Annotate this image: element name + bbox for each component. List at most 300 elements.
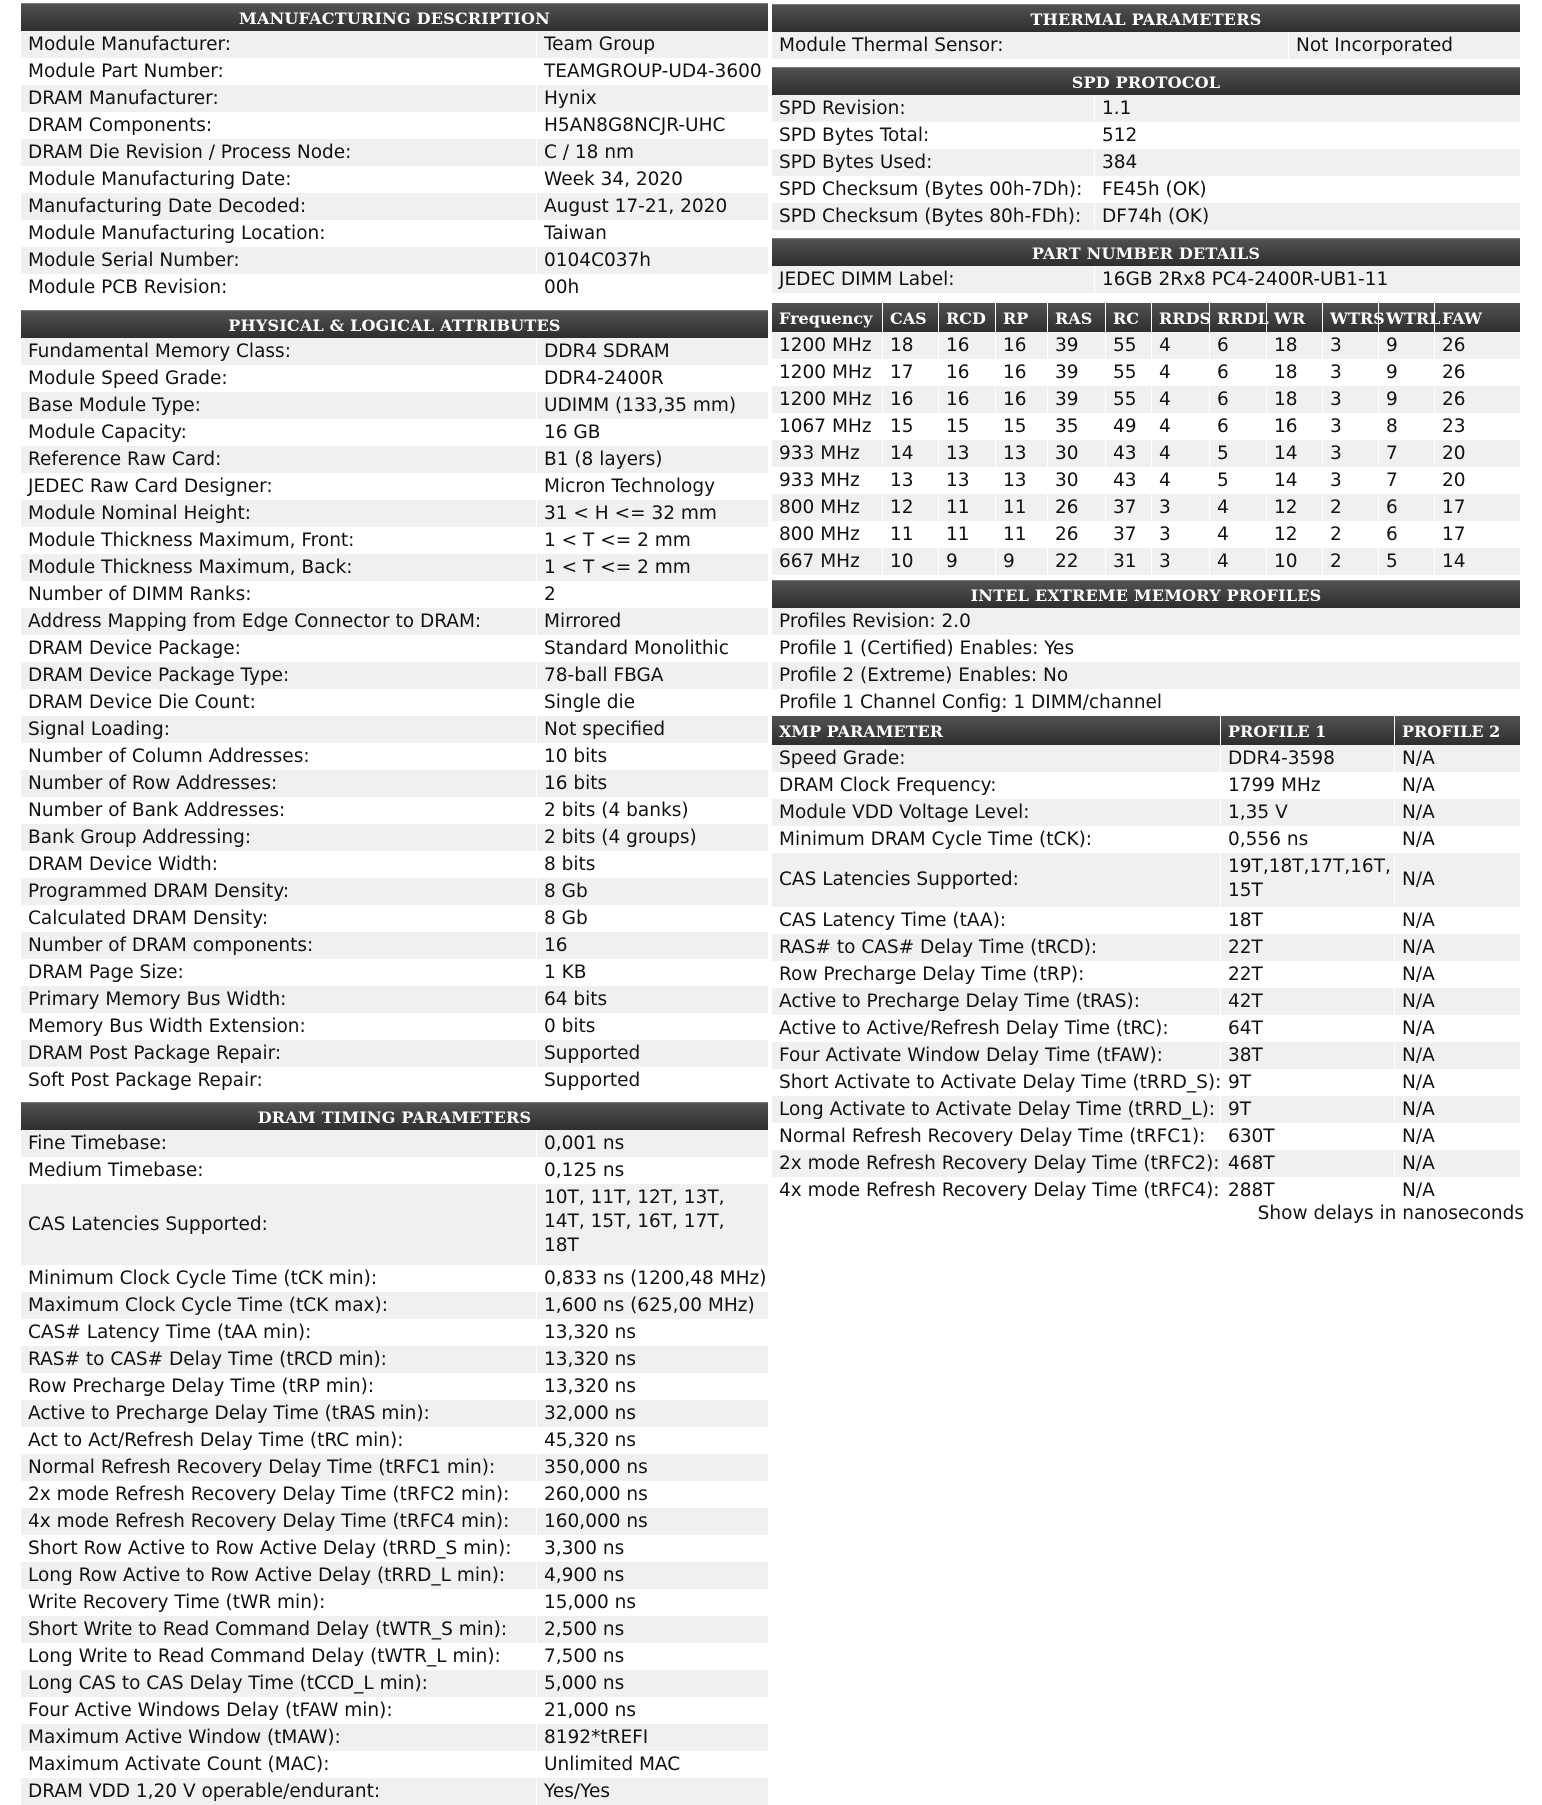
table-row [21, 851, 768, 878]
column-header: RRDS [1151, 303, 1209, 332]
table-cell: 20 [1434, 440, 1490, 467]
row-value: 8192*tREFI [536, 1724, 768, 1751]
table-cell: 17 [1434, 494, 1490, 521]
table-cell: 3 [1322, 386, 1378, 413]
table-row [21, 1427, 768, 1454]
table-row [772, 149, 1520, 176]
table-cell: 4 [1209, 494, 1266, 521]
xmp-info-rows [772, 608, 1520, 716]
column-header: XMP PARAMETER [779, 722, 944, 741]
table-row [21, 689, 768, 716]
row-value: 1 < T <= 2 mm [536, 527, 768, 554]
row-label: SPD Revision: [779, 98, 906, 119]
row-value: B1 (8 layers) [536, 446, 768, 473]
list-item [772, 662, 1520, 689]
table-row [772, 332, 1520, 359]
row-value: Yes/Yes [536, 1778, 768, 1805]
table-cell: 3 [1322, 440, 1378, 467]
row-value: 9T [1220, 1096, 1394, 1123]
list-item [772, 635, 1520, 662]
row-label: Module Manufacturing Location: [28, 223, 326, 244]
table-cell: 9 [1378, 386, 1434, 413]
table-row [21, 1346, 768, 1373]
row-label: RAS# to CAS# Delay Time (tRCD): [779, 937, 1098, 958]
partnumber-rows [772, 266, 1520, 293]
row-value: FE45h (OK) [1094, 176, 1520, 203]
table-cell: 13 [938, 467, 995, 494]
table-cell: 9 [995, 548, 1047, 575]
row-label: SPD Bytes Used: [779, 152, 933, 173]
table-row [21, 58, 768, 85]
table-row [772, 934, 1520, 961]
row-value: TEAMGROUP-UD4-3600 [536, 58, 768, 85]
table-cell: 10 [1266, 548, 1322, 575]
table-row [21, 220, 768, 247]
table-row [21, 1157, 768, 1184]
table-cell: 6 [1209, 413, 1266, 440]
table-cell: 16 [938, 332, 995, 359]
table-cell: 26 [1434, 386, 1490, 413]
spd-rows [772, 95, 1520, 230]
row-label: Module Thermal Sensor: [779, 35, 1004, 56]
table-row [772, 745, 1520, 772]
table-cell: 3 [1151, 494, 1209, 521]
table-cell: 6 [1209, 332, 1266, 359]
column-header: RP [995, 303, 1047, 332]
row-value: 1 KB [536, 959, 768, 986]
row-value: 13,320 ns [536, 1373, 768, 1400]
row-label: Number of Bank Addresses: [28, 800, 286, 821]
table-cell: 1200 MHz [779, 389, 872, 410]
row-value: N/A [1394, 1123, 1520, 1150]
table-row [21, 1778, 768, 1805]
table-cell: 23 [1434, 413, 1490, 440]
row-label: CAS Latencies Supported: [779, 869, 1019, 890]
row-label: DRAM VDD 1,20 V operable/endurant: [28, 1781, 381, 1802]
table-cell: 2 [1322, 521, 1378, 548]
table-row [21, 1481, 768, 1508]
table-cell: 18 [1266, 332, 1322, 359]
row-label: Number of Row Addresses: [28, 773, 278, 794]
list-item [772, 689, 1520, 716]
row-value: N/A [1394, 1150, 1520, 1177]
row-label: Speed Grade: [779, 748, 906, 769]
row-value: 8 Gb [536, 905, 768, 932]
table-row [21, 112, 768, 139]
row-label: Module Speed Grade: [28, 368, 228, 389]
row-label: DRAM Die Revision / Process Node: [28, 142, 352, 163]
row-label: Normal Refresh Recovery Delay Time (tRFC1 min): [28, 1457, 496, 1478]
info-text: Profiles Revision: 2.0 [779, 611, 971, 632]
table-cell: 5 [1209, 440, 1266, 467]
table-cell: 39 [1047, 386, 1105, 413]
table-row [772, 1015, 1520, 1042]
physical-rows [21, 338, 768, 1094]
spd-header: SPD PROTOCOL [772, 67, 1520, 95]
row-label: 2x mode Refresh Recovery Delay Time (tRFC2): [779, 1153, 1220, 1174]
table-cell: 11 [938, 494, 995, 521]
row-value: N/A [1394, 826, 1520, 853]
table-cell: 14 [1266, 467, 1322, 494]
row-label: Maximum Clock Cycle Time (tCK max): [28, 1295, 388, 1316]
table-row [21, 1373, 768, 1400]
row-value: DDR4-3598 [1220, 745, 1394, 772]
row-label: Long Activate to Activate Delay Time (tRRD_L): [779, 1099, 1216, 1120]
xmp-table-body [772, 745, 1520, 1204]
row-label: DRAM Device Package Type: [28, 665, 290, 686]
table-row [772, 521, 1520, 548]
table-row [21, 1454, 768, 1481]
row-value: N/A [1394, 1042, 1520, 1069]
row-label: Long CAS to CAS Delay Time (tCCD_L min): [28, 1673, 428, 1694]
row-label: Module Nominal Height: [28, 503, 251, 524]
row-value: 19T,18T,17T,16T, 15T [1220, 853, 1394, 907]
row-value: DDR4-2400R [536, 365, 768, 392]
row-label: JEDEC DIMM Label: [779, 269, 955, 290]
table-row [21, 959, 768, 986]
row-label: Memory Bus Width Extension: [28, 1016, 306, 1037]
table-row [21, 1130, 768, 1157]
column-header: Frequency [779, 309, 873, 328]
column-header: FAW [1434, 303, 1490, 332]
table-cell: 20 [1434, 467, 1490, 494]
row-value: N/A [1394, 745, 1520, 772]
row-value: N/A [1394, 988, 1520, 1015]
row-value: 16 bits [536, 770, 768, 797]
table-row [21, 824, 768, 851]
row-label: Maximum Activate Count (MAC): [28, 1754, 330, 1775]
table-row [772, 1069, 1520, 1096]
row-value: N/A [1394, 907, 1520, 934]
row-label: DRAM Clock Frequency: [779, 775, 997, 796]
row-label: Short Write to Read Command Delay (tWTR_S min): [28, 1619, 508, 1640]
row-label: Bank Group Addressing: [28, 827, 252, 848]
timing-rows [21, 1130, 768, 1805]
row-label: Fundamental Memory Class: [28, 341, 291, 362]
table-cell: 933 MHz [779, 443, 860, 464]
table-row [21, 1589, 768, 1616]
xmp-header: INTEL EXTREME MEMORY PROFILES [772, 580, 1520, 608]
table-cell: 8 [1378, 413, 1434, 440]
frequency-table [772, 303, 1520, 575]
row-label: SPD Checksum (Bytes 80h-FDh): [779, 206, 1082, 227]
row-value: 13,320 ns [536, 1346, 768, 1373]
table-cell: 6 [1378, 494, 1434, 521]
row-label: DRAM Device Die Count: [28, 692, 256, 713]
row-value: 31 < H <= 32 mm [536, 500, 768, 527]
table-row [772, 95, 1520, 122]
table-cell: 11 [938, 521, 995, 548]
row-label: RAS# to CAS# Delay Time (tRCD min): [28, 1349, 387, 1370]
row-value: 32,000 ns [536, 1400, 768, 1427]
row-label: Minimum Clock Cycle Time (tCK min): [28, 1268, 378, 1289]
table-cell: 667 MHz [779, 551, 860, 572]
row-value: 16GB 2Rx8 PC4-2400R-UB1-11 [1094, 266, 1520, 293]
row-label: Short Activate to Activate Delay Time (tRRD_S): [779, 1072, 1222, 1093]
table-row [21, 1040, 768, 1067]
table-cell: 1200 MHz [779, 362, 872, 383]
info-text: Profile 2 (Extreme) Enables: No [779, 665, 1069, 686]
row-label: Module Capacity: [28, 422, 187, 443]
table-cell: 15 [938, 413, 995, 440]
list-item [772, 608, 1520, 635]
row-label: Long Row Active to Row Active Delay (tRRD_L min): [28, 1565, 506, 1586]
row-value: 42T [1220, 988, 1394, 1015]
table-row [21, 716, 768, 743]
row-label: SPD Bytes Total: [779, 125, 930, 146]
table-cell: 13 [882, 467, 938, 494]
info-text: Profile 1 (Certified) Enables: Yes [779, 638, 1075, 659]
row-label: 4x mode Refresh Recovery Delay Time (tRFC4 min): [28, 1511, 510, 1532]
row-label: Short Row Active to Row Active Delay (tRRD_S min): [28, 1538, 512, 1559]
table-row [772, 440, 1520, 467]
table-row [21, 473, 768, 500]
row-value: 0,125 ns [536, 1157, 768, 1184]
table-row [21, 392, 768, 419]
table-cell: 3 [1151, 548, 1209, 575]
table-cell: 13 [995, 440, 1047, 467]
table-row [21, 878, 768, 905]
thermal-section [772, 4, 1520, 59]
row-label: Base Module Type: [28, 395, 201, 416]
row-label: Module Part Number: [28, 61, 224, 82]
table-cell: 5 [1378, 548, 1434, 575]
table-cell: 30 [1047, 440, 1105, 467]
table-cell: 11 [995, 494, 1047, 521]
table-cell: 26 [1434, 359, 1490, 386]
row-value: N/A [1394, 772, 1520, 799]
row-value: N/A [1394, 1069, 1520, 1096]
row-label: Soft Post Package Repair: [28, 1070, 263, 1091]
row-label: Module PCB Revision: [28, 277, 228, 298]
row-value: 160,000 ns [536, 1508, 768, 1535]
table-row [21, 338, 768, 365]
row-value: 2 bits (4 banks) [536, 797, 768, 824]
table-cell: 26 [1047, 521, 1105, 548]
row-value: 4,900 ns [536, 1562, 768, 1589]
row-value: 288T [1220, 1177, 1394, 1204]
row-label: Address Mapping from Edge Connector to DRAM: [28, 611, 482, 632]
table-cell: 14 [882, 440, 938, 467]
row-value: 21,000 ns [536, 1697, 768, 1724]
table-cell: 55 [1105, 386, 1151, 413]
table-cell: 16 [995, 359, 1047, 386]
table-cell: 10 [882, 548, 938, 575]
row-value: Team Group [536, 31, 768, 58]
table-cell: 7 [1378, 440, 1434, 467]
table-cell: 31 [1105, 548, 1151, 575]
table-row [21, 743, 768, 770]
table-cell: 26 [1434, 332, 1490, 359]
table-cell: 7 [1378, 467, 1434, 494]
row-value: H5AN8G8NCJR-UHC [536, 112, 768, 139]
row-value: 00h [536, 274, 768, 301]
row-label: Fine Timebase: [28, 1133, 168, 1154]
table-row [21, 635, 768, 662]
table-cell: 2 [1322, 494, 1378, 521]
table-cell: 4 [1151, 440, 1209, 467]
row-label: CAS# Latency Time (tAA min): [28, 1322, 312, 1343]
row-label: DRAM Page Size: [28, 962, 184, 983]
table-row [21, 365, 768, 392]
row-value: 22T [1220, 961, 1394, 988]
row-label: Number of DIMM Ranks: [28, 584, 252, 605]
show-delays-link[interactable]: Show delays in nanoseconds [1257, 1203, 1524, 1224]
row-value: Single die [536, 689, 768, 716]
table-cell: 1200 MHz [779, 335, 872, 356]
table-cell: 16 [938, 386, 995, 413]
column-header: PROFILE 2 [1394, 716, 1520, 745]
table-cell: 13 [938, 440, 995, 467]
row-label: Signal Loading: [28, 719, 170, 740]
table-cell: 14 [1434, 548, 1490, 575]
row-value: 45,320 ns [536, 1427, 768, 1454]
table-row [21, 1013, 768, 1040]
table-cell: 3 [1322, 413, 1378, 440]
table-cell: 18 [882, 332, 938, 359]
table-row [772, 1150, 1520, 1177]
table-cell: 55 [1105, 359, 1151, 386]
table-row [21, 608, 768, 635]
table-row [772, 799, 1520, 826]
table-cell: 39 [1047, 332, 1105, 359]
row-label: Maximum Active Window (tMAW): [28, 1727, 341, 1748]
row-value: N/A [1394, 853, 1520, 907]
table-cell: 15 [882, 413, 938, 440]
table-row [21, 1751, 768, 1778]
table-cell: 4 [1209, 521, 1266, 548]
row-value: Week 34, 2020 [536, 166, 768, 193]
row-value: 260,000 ns [536, 1481, 768, 1508]
table-cell: 43 [1105, 440, 1151, 467]
table-cell: 55 [1105, 332, 1151, 359]
row-value: 1,600 ns (625,00 MHz) [536, 1292, 768, 1319]
row-label: 2x mode Refresh Recovery Delay Time (tRFC2 min): [28, 1484, 510, 1505]
row-label: Module Thickness Maximum, Back: [28, 557, 353, 578]
table-cell: 43 [1105, 467, 1151, 494]
table-cell: 37 [1105, 521, 1151, 548]
row-value: Taiwan [536, 220, 768, 247]
row-label: CAS Latencies Supported: [28, 1213, 268, 1235]
table-row [21, 193, 768, 220]
row-label: Four Active Windows Delay (tFAW min): [28, 1700, 393, 1721]
row-value: 0 bits [536, 1013, 768, 1040]
table-row [772, 413, 1520, 440]
row-value: 64T [1220, 1015, 1394, 1042]
table-cell: 5 [1209, 467, 1266, 494]
row-value: 8 Gb [536, 878, 768, 905]
row-value: 1.1 [1094, 95, 1520, 122]
table-cell: 17 [1434, 521, 1490, 548]
row-value: Standard Monolithic [536, 635, 768, 662]
row-label: DRAM Device Width: [28, 854, 218, 875]
row-value: 9T [1220, 1069, 1394, 1096]
row-label: Primary Memory Bus Width: [28, 989, 287, 1010]
table-cell: 14 [1266, 440, 1322, 467]
row-label: Medium Timebase: [28, 1160, 204, 1181]
table-row [772, 467, 1520, 494]
table-row [21, 1400, 768, 1427]
row-value: 1 < T <= 2 mm [536, 554, 768, 581]
row-value: DF74h (OK) [1094, 203, 1520, 230]
row-value: Not Incorporated [1288, 32, 1520, 59]
table-row [21, 419, 768, 446]
table-cell: 3 [1151, 521, 1209, 548]
row-label: Programmed DRAM Density: [28, 881, 290, 902]
table-row [21, 1670, 768, 1697]
table-row [21, 247, 768, 274]
column-header: WTRS [1322, 303, 1378, 332]
table-cell: 933 MHz [779, 470, 860, 491]
manufacturing-section [21, 3, 768, 301]
table-cell: 4 [1151, 467, 1209, 494]
row-value: 2,500 ns [536, 1616, 768, 1643]
row-value: Unlimited MAC [536, 1751, 768, 1778]
table-cell: 3 [1322, 467, 1378, 494]
row-value: 512 [1094, 122, 1520, 149]
table-cell: 22 [1047, 548, 1105, 575]
row-value: 10T, 11T, 12T, 13T, 14T, 15T, 16T, 17T, 18T [536, 1184, 768, 1265]
table-row [21, 1319, 768, 1346]
partnumber-header: PART NUMBER DETAILS [772, 238, 1520, 266]
table-row [21, 1265, 768, 1292]
table-row [21, 274, 768, 301]
row-label: DRAM Post Package Repair: [28, 1043, 282, 1064]
table-cell: 3 [1322, 359, 1378, 386]
table-row [21, 986, 768, 1013]
table-cell: 800 MHz [779, 524, 860, 545]
column-header: WR [1266, 303, 1322, 332]
row-value: 15,000 ns [536, 1589, 768, 1616]
row-label: Long Write to Read Command Delay (tWTR_L min): [28, 1646, 501, 1667]
row-value: 1799 MHz [1220, 772, 1394, 799]
row-value: UDIMM (133,35 mm) [536, 392, 768, 419]
table-cell: 49 [1105, 413, 1151, 440]
table-cell: 18 [1266, 386, 1322, 413]
table-row [21, 1643, 768, 1670]
table-row [21, 1292, 768, 1319]
table-cell: 39 [1047, 359, 1105, 386]
table-row [772, 266, 1520, 293]
partnumber-section [772, 238, 1520, 293]
table-cell: 16 [1266, 413, 1322, 440]
row-label: Module Serial Number: [28, 250, 240, 271]
table-cell: 6 [1209, 359, 1266, 386]
table-row [21, 1535, 768, 1562]
table-cell: 13 [995, 467, 1047, 494]
row-value: 0,556 ns [1220, 826, 1394, 853]
table-row [772, 907, 1520, 934]
row-value: Mirrored [536, 608, 768, 635]
row-label: Row Precharge Delay Time (tRP): [779, 964, 1085, 985]
row-value: 630T [1220, 1123, 1394, 1150]
table-cell: 35 [1047, 413, 1105, 440]
row-label: SPD Checksum (Bytes 00h-7Dh): [779, 179, 1083, 200]
column-header: WTRL [1378, 303, 1434, 332]
row-label: Calculated DRAM Density: [28, 908, 269, 929]
table-cell: 4 [1151, 413, 1209, 440]
table-cell: 4 [1151, 332, 1209, 359]
row-value: 1,35 V [1220, 799, 1394, 826]
row-value: 38T [1220, 1042, 1394, 1069]
row-label: Row Precharge Delay Time (tRP min): [28, 1376, 375, 1397]
physical-header: PHYSICAL & LOGICAL ATTRIBUTES [21, 310, 768, 338]
row-label: Reference Raw Card: [28, 449, 222, 470]
xmp-section [772, 580, 1520, 1204]
row-value: 2 [536, 581, 768, 608]
column-header: RC [1105, 303, 1151, 332]
row-value: N/A [1394, 799, 1520, 826]
